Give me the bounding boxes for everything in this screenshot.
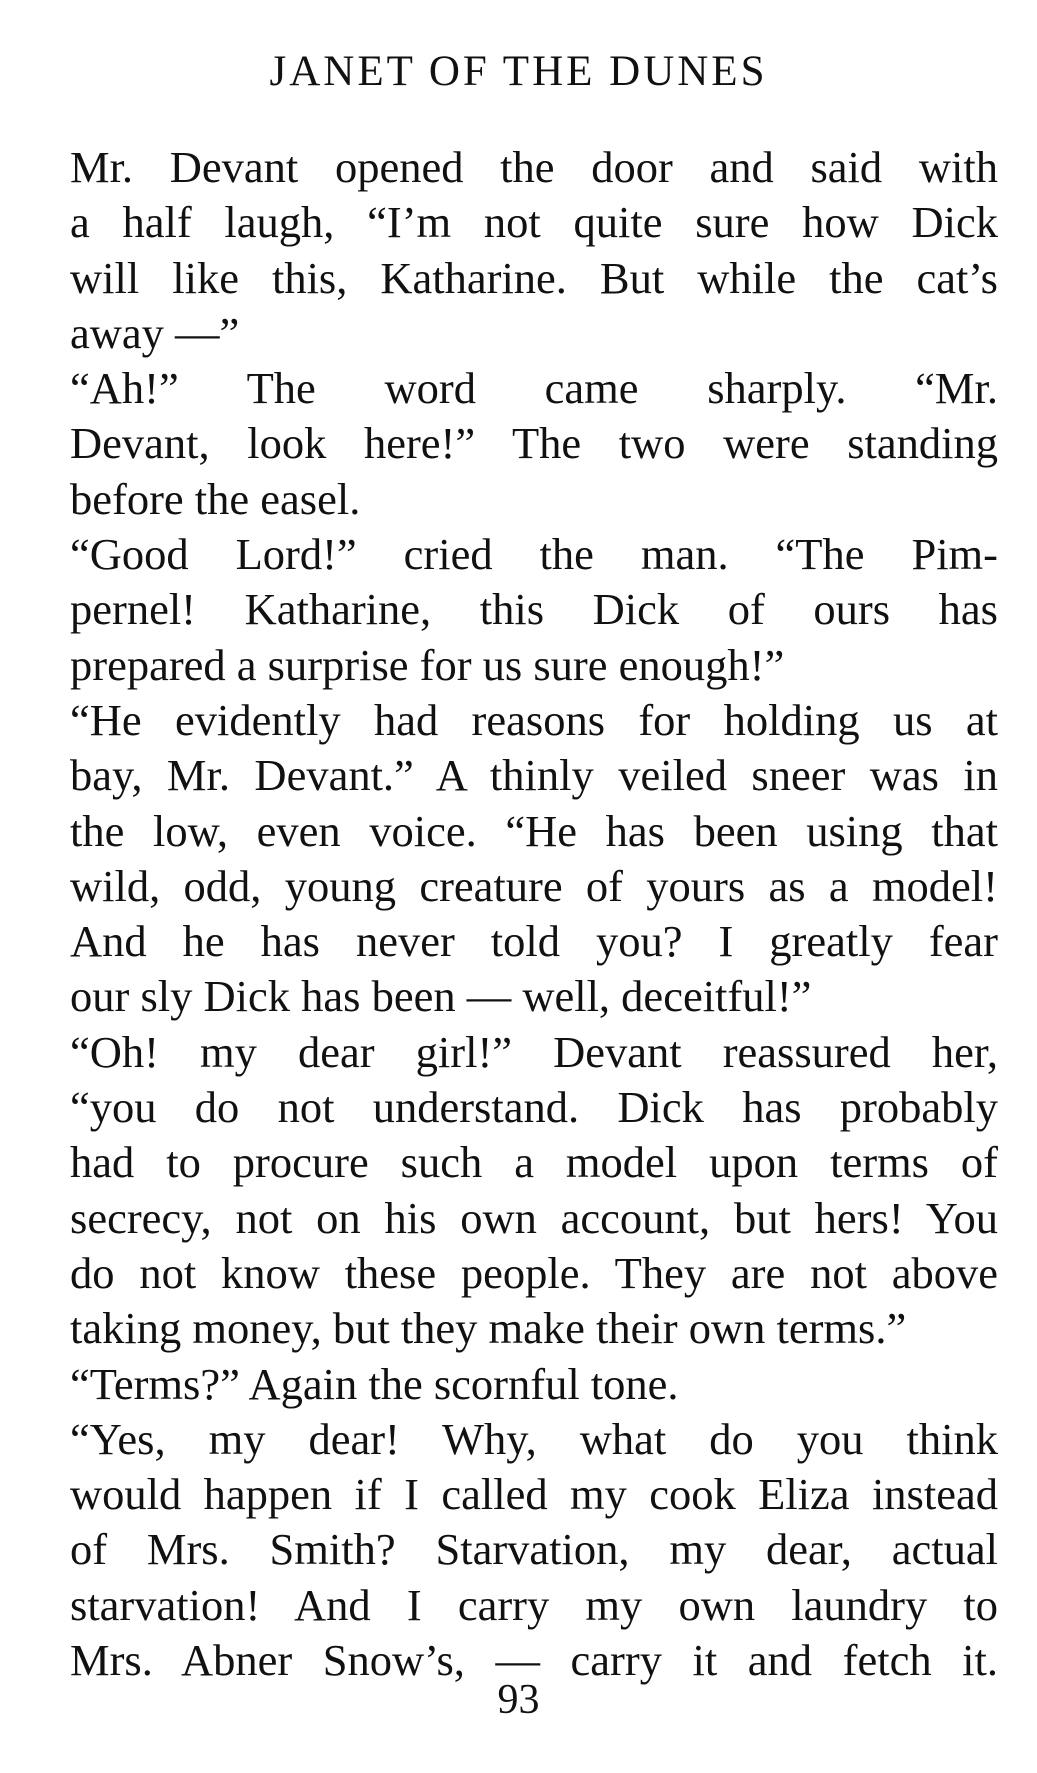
text-line: Mr. Devant opened the door and said with: [70, 142, 998, 192]
text-line: “Good Lord!” cried the man. “The Pim-: [70, 529, 998, 580]
text-line: before the easel.: [70, 473, 361, 524]
text-line: of Mrs. Smith? Starvation, my dear, actual: [70, 1524, 998, 1575]
page-number: 93: [497, 1677, 540, 1723]
paragraph: [30, 361, 998, 527]
paragraph: [30, 1412, 998, 1688]
text-line: secrecy, not on his own account, but hers! You: [70, 1192, 998, 1243]
text-line: Devant, look here!” The two were standing: [70, 418, 998, 469]
text-line: will like this, Katharine. But while the cat’s: [70, 252, 998, 303]
text-line: had to procure such a model upon terms of: [70, 1137, 998, 1188]
paragraph: [30, 1357, 998, 1412]
text-line: “He evidently had reasons for holding us at: [70, 694, 998, 745]
text-line: And he has never told you? I greatly fear: [70, 916, 998, 967]
text-line: the low, even voice. “He has been using that: [70, 805, 998, 856]
text-line: wild, odd, young creature of yours as a model!: [70, 860, 998, 911]
text-line: a half laugh, “I’m not quite sure how Dick: [70, 197, 998, 248]
paragraph: [30, 1025, 998, 1357]
text-line: “Yes, my dear! Why, what do you think: [70, 1413, 998, 1464]
paragraph: [30, 140, 998, 361]
text-line: “Oh! my dear girl!” Devant reassured her,: [70, 1026, 998, 1077]
text-line: prepared a surprise for us sure enough!”: [70, 639, 785, 690]
text-line: our sly Dick has been — well, deceitful!”: [70, 971, 812, 1022]
text-line: do not know these people. They are not above: [70, 1247, 998, 1298]
text-line: taking money, but they make their own terms.”: [70, 1303, 907, 1354]
text-line: starvation! And I carry my own laundry to: [70, 1579, 998, 1630]
text-line: Mrs. Abner Snow’s, — carry it and fetch it.: [70, 1635, 998, 1686]
text-line: pernel! Katharine, this Dick of ours has: [70, 584, 998, 635]
text-line: away —”: [70, 307, 240, 358]
running-head: JANET OF THE DUNES: [269, 48, 768, 95]
text-line: bay, Mr. Devant.” A thinly veiled sneer was in: [70, 750, 998, 801]
paragraph: [30, 693, 998, 1025]
text-line: “Terms?” Again the scornful tone.: [70, 1358, 679, 1409]
text-line: “you do not understand. Dick has probably: [70, 1082, 998, 1133]
paragraph: [30, 527, 998, 693]
text-line: “Ah!” The word came sharply. “Mr.: [70, 363, 998, 414]
text-line: would happen if I called my cook Eliza instead: [70, 1469, 998, 1520]
body-text: [30, 140, 998, 1688]
